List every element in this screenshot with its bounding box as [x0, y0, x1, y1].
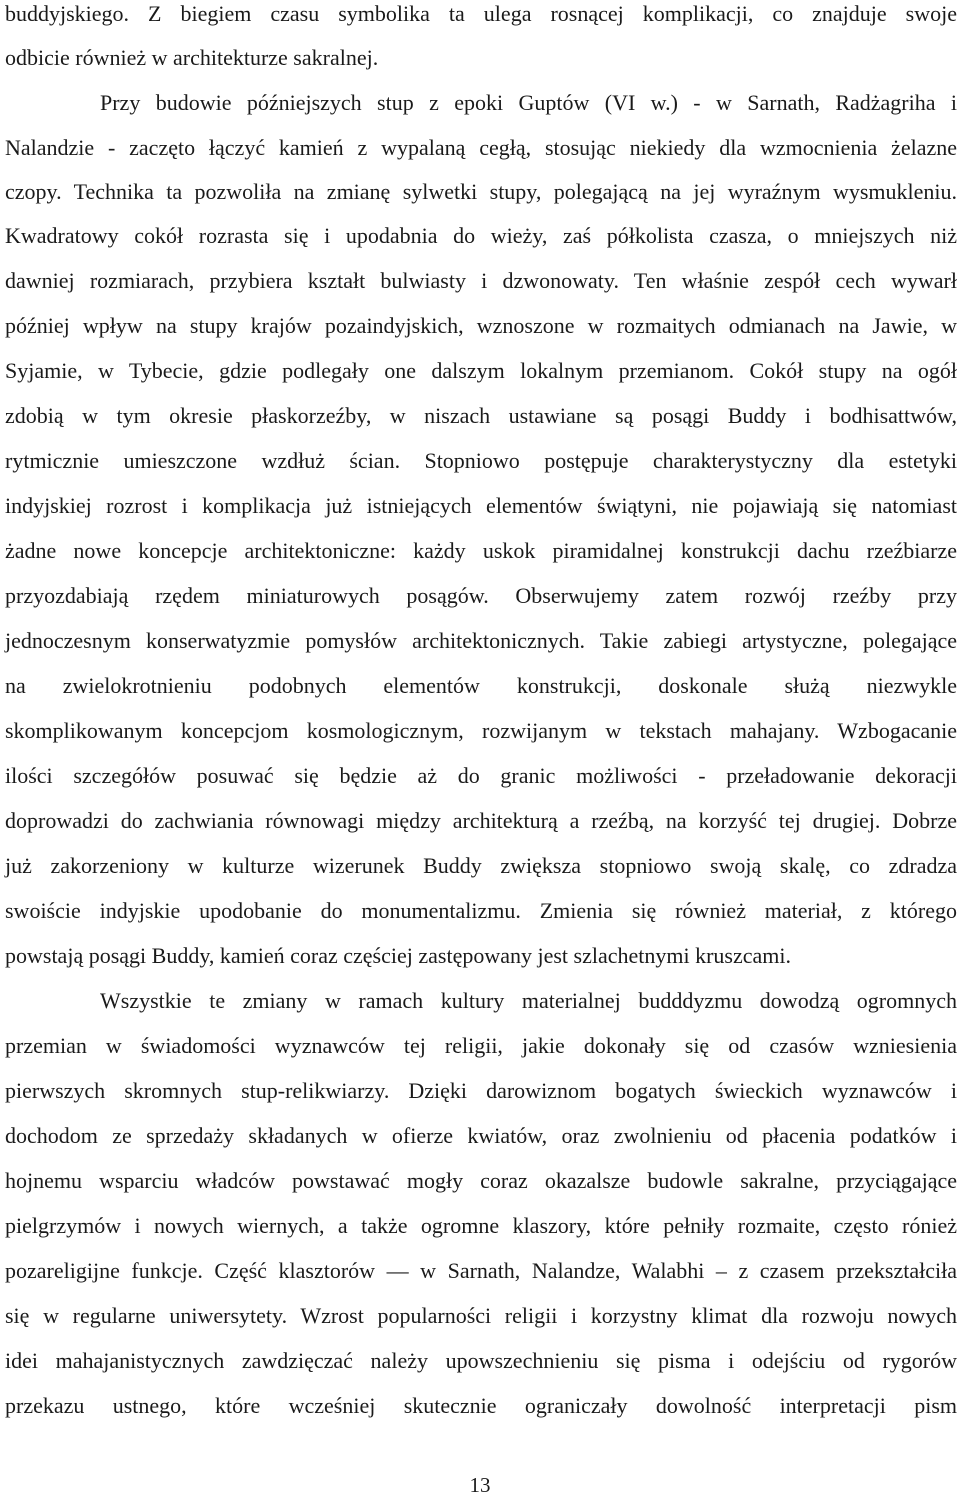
text-line-26: dochodom ze sprzedaży składanych w ofierze kwiatów, oraz zwolnieniu od płacenia podatków i — [5, 1123, 957, 1148]
text-line-9: Syjamie, w Tybecie, gdzie podlegały one dalszym lokalnym przemianom. Cokół stupy na ogół — [5, 358, 957, 383]
text-line-2: odbicie również w architekturze sakralnej. — [5, 45, 379, 70]
text-line-31: idei mahajanistycznych zawdzięczać należy upowszechnieniu się pisma i odejściu od rygorów — [5, 1348, 957, 1373]
text-line-15: jednoczesnym konserwatyzmie pomysłów architektonicznych. Takie zabiegi artystyczne, polegające — [5, 628, 957, 653]
text-line-4: Nalandzie - zaczęto łączyć kamień z wypalaną cegłą, stosując niekiedy dla wzmocnienia żelazne — [5, 135, 957, 160]
text-line-13: żadne nowe koncepcje architektoniczne: każdy uskok piramidalnej konstrukcji dachu rzeźbiarze — [5, 538, 957, 563]
text-line-11: rytmicznie umieszczone wzdłuż ścian. Stopniowo postępuje charakterystyczny dla estetyki — [5, 448, 957, 473]
text-line-17: skomplikowanym koncepcjom kosmologicznym, rozwijanym w tekstach mahajany. Wzbogacanie — [5, 718, 957, 743]
text-line-3: Przy budowie późniejszych stup z epoki Guptów (VI w.) - w Sarnath, Radżagriha i — [100, 90, 957, 115]
text-line-20: już zakorzeniony w kulturze wizerunek Buddy zwiększa stopniowo swoją skalę, co zdradza — [5, 853, 957, 878]
text-line-24: przemian w świadomości wyznawców tej religii, jakie dokonały się od czasów wzniesienia — [5, 1033, 957, 1058]
text-line-14: przyozdabiają rzędem miniaturowych posągów. Obserwujemy zatem rozwój rzeźby przy — [5, 583, 957, 608]
text-line-23: Wszystkie te zmiany w ramach kultury materialnej budddyzmu dowodzą ogromnych — [100, 988, 957, 1013]
text-line-16: na zwielokrotnieniu podobnych elementów konstrukcji, doskonale służą niezwykle — [5, 673, 957, 698]
text-line-12: indyjskiej rozrost i komplikacja już istniejących elementów świątyni, nie pojawiają się natomiast — [5, 493, 957, 518]
text-line-27: hojnemu wsparciu władców powstawać mogły coraz okazalsze budowle sakralne, przyciągające — [5, 1168, 957, 1193]
text-line-32: przekazu ustnego, które wcześniej skutecznie ograniczały dowolność interpretacji pism — [5, 1393, 957, 1418]
text-line-5: czopy. Technika ta pozwoliła na zmianę sylwetki stupy, polegającą na jej wyraźnym wysmukleniu. — [5, 179, 957, 204]
text-line-28: pielgrzymów i nowych wiernych, a także ogromne klaszory, które pełniły rozmaite, często rónież — [5, 1213, 957, 1238]
page-number: 13 — [469, 1473, 491, 1497]
text-line-21: swoiście indyjskie upodobanie do monumentalizmu. Zmienia się również materiał, z którego — [5, 898, 957, 923]
text-line-8: później wpływ na stupy krajów pozaindyjskich, wznoszone w rozmaitych odmianach na Jawie, w — [5, 313, 957, 338]
text-line-10: zdobią w tym okresie płaskorzeźby, w niszach ustawiane są posągi Buddy i bodhisattwów, — [5, 403, 957, 428]
text-line-6: Kwadratowy cokół rozrasta się i upodabnia do wieży, zaś półkolista czasza, o mniejszych niż — [5, 223, 957, 248]
text-line-30: się w regularne uniwersytety. Wzrost popularności religii i korzystny klimat dla rozwoju nowych — [5, 1303, 957, 1328]
text-line-1: buddyjskiego. Z biegiem czasu symbolika ta ulega rosnącej komplikacji, co znajduje swoje — [5, 1, 957, 26]
text-line-25: pierwszych skromnych stup-relikwiarzy. Dzięki darowiznom bogatych świeckich wyznawców i — [5, 1078, 957, 1103]
text-line-22: powstają posągi Buddy, kamień coraz częściej zastępowany jest szlachetnymi kruszcami. — [5, 943, 792, 968]
text-line-29: pozareligijne funkcje. Część klasztorów — w Sarnath, Nalandze, Walabhi – z czasem przekształciła — [5, 1258, 957, 1283]
text-line-19: doprowadzi do zachwiania równowagi między architekturą a rzeźbą, na korzyść tej drugiej. Dobrze — [5, 808, 957, 833]
text-line-18: ilości szczegółów posuwać się będzie aż do granic możliwości - przeładowanie dekoracji — [5, 763, 957, 788]
text-line-7: dawniej rozmiarach, przybiera kształt bulwiasty i dzwonowaty. Ten właśnie zespół cech wywarł — [5, 268, 957, 293]
